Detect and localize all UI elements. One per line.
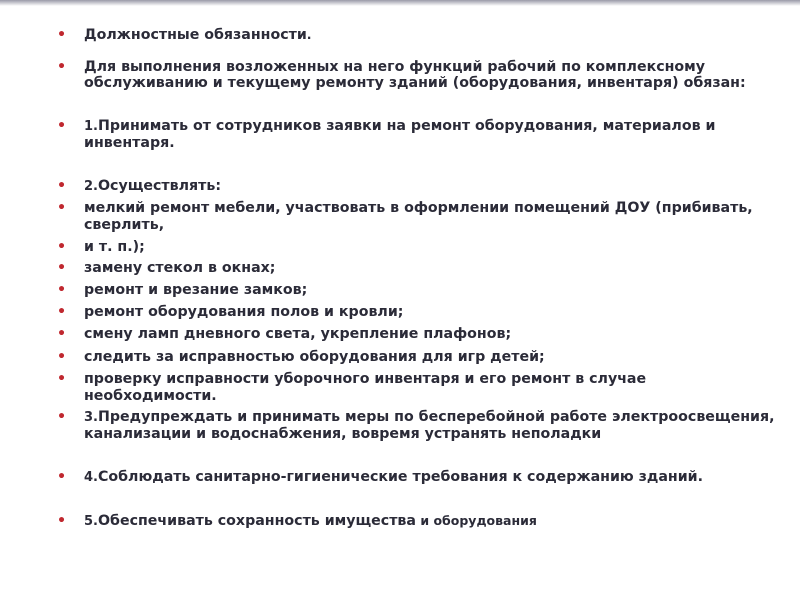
list-item-duty-2 — [57, 178, 777, 195]
list-item-duty-3 — [57, 409, 777, 442]
item-text: Обеспечивать сохранность имущества — [97, 512, 416, 529]
item-text: ремонт оборудования полов и кровли; — [84, 304, 404, 321]
list-item-heading — [57, 27, 777, 43]
item-tail: . — [306, 27, 312, 42]
bullet-icon: • — [57, 200, 67, 217]
bullet-icon: • — [57, 27, 67, 43]
bullet-icon: • — [57, 326, 67, 343]
list-item-duty-1 — [57, 118, 777, 151]
item-text: следить за исправностью оборудования для игр детей; — [84, 348, 545, 365]
bullet-icon: • — [57, 409, 67, 426]
list-item-subduty — [57, 349, 777, 366]
bullet-icon: • — [57, 117, 67, 134]
list-item-subduty — [57, 371, 777, 404]
item-text: проверку исправности уборочного инвентаря и его ремонт в случае необходимости. — [84, 370, 647, 405]
list-item-subduty — [57, 326, 777, 343]
bullet-icon: • — [57, 282, 67, 299]
item-text: Должностные обязанности — [84, 27, 307, 43]
bullet-icon: • — [57, 512, 67, 529]
bullet-icon: • — [57, 348, 67, 365]
item-text: Предупреждать и принимать меры по бесперебойной работе электроосвещения, канализации и водоснабжения, вовремя устранять неполадки — [84, 409, 775, 443]
list-item-subduty — [57, 239, 777, 255]
item-text: мелкий ремонт мебели, участвовать в оформлении помещений ДОУ (прибивать, сверлить, — [84, 200, 753, 234]
item-number: 5. — [84, 513, 98, 529]
bullet-icon: • — [57, 178, 67, 195]
list-item-subduty — [57, 200, 777, 233]
item-number: 3. — [84, 410, 98, 426]
item-text: ремонт и врезание замков; — [84, 282, 308, 299]
list-item-duty-5 — [57, 513, 777, 530]
list-item-subduty — [57, 282, 777, 299]
list-item-intro — [57, 59, 777, 91]
duties-list — [57, 27, 777, 530]
bullet-icon: • — [57, 370, 67, 387]
bullet-icon: • — [57, 304, 67, 321]
item-text: Принимать от сотрудников заявки на ремонт оборудования, материалов и инвентаря. — [84, 117, 716, 151]
item-number: 2. — [84, 179, 98, 195]
item-text: Осуществлять: — [97, 178, 221, 195]
item-text: замену стекол в окнах; — [84, 259, 276, 276]
top-bar — [0, 0, 800, 6]
bullet-icon: • — [57, 468, 67, 485]
bullet-icon: • — [57, 259, 67, 276]
item-number: 1. — [84, 118, 98, 134]
list-item-subduty — [57, 304, 777, 321]
item-text: Соблюдать санитарно-гигиенические требования к содержанию зданий. — [97, 468, 703, 485]
list-item-subduty — [57, 260, 777, 277]
bullet-icon: • — [57, 59, 67, 76]
item-text: Для выполнения возложенных на него функций рабочий по комплексному обслуживанию и текущему ремонту зданий (оборудования, инвентаря) обязан: — [84, 59, 746, 92]
list-item-duty-4 — [57, 469, 777, 486]
item-tail: и оборудования — [415, 512, 537, 528]
item-text: и т. п.); — [84, 238, 145, 255]
bullet-icon: • — [57, 238, 67, 255]
item-text: смену ламп дневного света, укрепление плафонов; — [84, 326, 512, 343]
item-number: 4. — [84, 469, 98, 485]
